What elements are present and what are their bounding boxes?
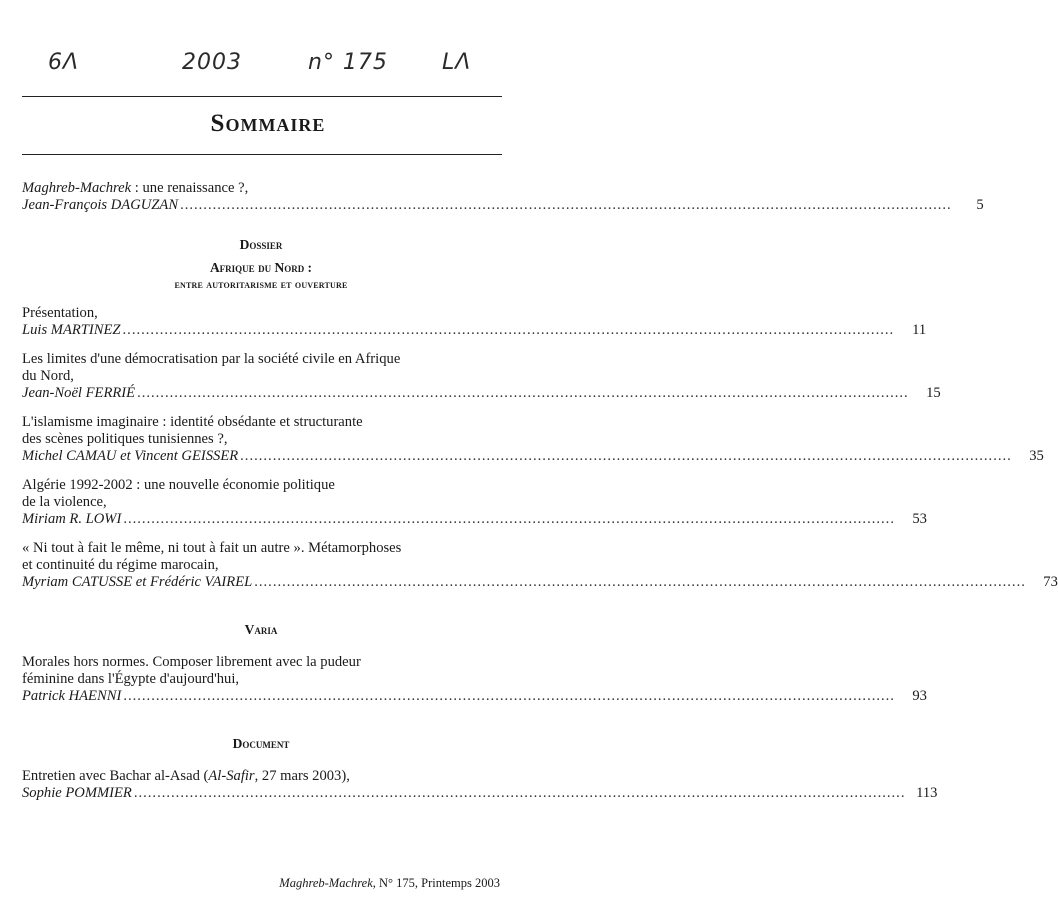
dot-leader: ...................................................................................................................................................................... [137,385,909,401]
author-join: et [116,448,135,464]
dot-leader: ...................................................................................................................................................................... [254,574,1026,590]
entry-title: de la violence, [22,494,107,510]
entry-author: Sophie POMMIER [22,785,132,801]
handwritten-mark: 6Λ [48,50,80,75]
toc-entry[interactable] [22,305,927,339]
entry-author [22,448,238,465]
entry-title: féminine dans l'Égypte d'aujourd'hui, [22,671,240,687]
page-number: 35 [1029,448,1044,464]
entry-title: Algérie 1992-2002 : une nouvelle économie politique [22,477,335,493]
dot-leader: ...................................................................................................................................................................... [123,688,895,704]
footer-issue: , N° 175, Printemps 2003 [372,876,500,890]
page-number: 5 [976,197,984,213]
footer-journal: Maghreb-Machrek [279,876,373,890]
entry-author: Luis MARTINEZ [22,322,121,338]
section-subheading-2: entre autoritarisme et ouverture [174,277,348,291]
entry-author [22,574,252,591]
table-of-contents [22,180,1058,814]
entry-title-italic: Maghreb-Machrek [22,180,132,196]
entry-title: Présentation, [22,305,98,321]
top-rule [22,96,502,97]
page-number: 113 [916,785,938,801]
entry-author-b: Frédéric VAIREL [149,574,253,590]
toc-entry[interactable] [22,540,1058,591]
author-join: et [132,574,150,590]
dot-leader: ...................................................................................................................................................................... [123,511,895,527]
toc-entry[interactable] [22,414,1044,465]
page-number: 93 [912,688,927,704]
section-heading: Dossier [239,237,283,252]
section-document [22,735,500,752]
page-number: 11 [912,322,927,338]
handwritten-initials: LΛ [442,50,472,75]
entry-title: L'islamisme imaginaire : identité obsédante et structurante [22,414,363,430]
entry-title: du Nord, [22,368,74,384]
entry-title: Morales hors normes. Composer librement avec la pudeur [22,654,361,670]
toc-entry[interactable] [22,654,927,705]
toc-entry-intro[interactable] [22,180,984,214]
entry-title: : une renaissance ?, [131,180,249,196]
title-rule [22,154,502,155]
entry-author-b: Vincent GEISSER [134,448,239,464]
dot-leader: ...................................................................................................................................................................... [133,785,906,801]
entry-author: Miriam R. LOWI [22,511,122,527]
dot-leader: ...................................................................................................................................................................... [180,197,952,213]
toc-entry[interactable] [22,477,927,528]
toc-entry[interactable] [22,768,938,802]
entry-author-a: Myriam CATUSSE [22,574,133,590]
handwritten-year: 2003 [182,50,242,75]
entry-title: « Ni tout à fait le même, ni tout à fait un autre ». Métamorphoses [22,540,402,556]
dot-leader: ...................................................................................................................................................................... [122,322,895,338]
page-footer [279,876,500,891]
page-number: 15 [926,385,941,401]
entry-title: des scènes politiques tunisiennes ?, [22,431,228,447]
handwritten-issue: n° 175 [308,50,388,75]
entry-author: Patrick HAENNI [22,688,122,704]
section-heading: Varia [244,622,278,637]
entry-author: Jean-Noël FERRIÉ [22,385,136,401]
page-title: Sommaire [210,110,326,137]
page-number: 73 [1043,574,1058,590]
entry-author: Jean-François DAGUZAN [22,197,179,213]
entry-title-italic: Al-Safir [208,768,255,784]
section-subheading: Afrique du Nord : [209,260,313,275]
entry-title-end: , 27 mars 2003), [254,768,350,784]
entry-title: Entretien avec Bachar al-Asad ( [22,768,209,784]
page-number: 53 [912,511,927,527]
section-heading: Document [232,736,290,751]
entry-title: et continuité du régime marocain, [22,557,219,573]
toc-entry[interactable] [22,351,941,402]
section-varia [22,621,500,638]
entry-title: Les limites d'une démocratisation par la société civile en Afrique [22,351,401,367]
entry-author-a: Michel CAMAU [22,448,117,464]
dot-leader: ...................................................................................................................................................................... [240,448,1012,464]
section-dossier [22,236,500,293]
